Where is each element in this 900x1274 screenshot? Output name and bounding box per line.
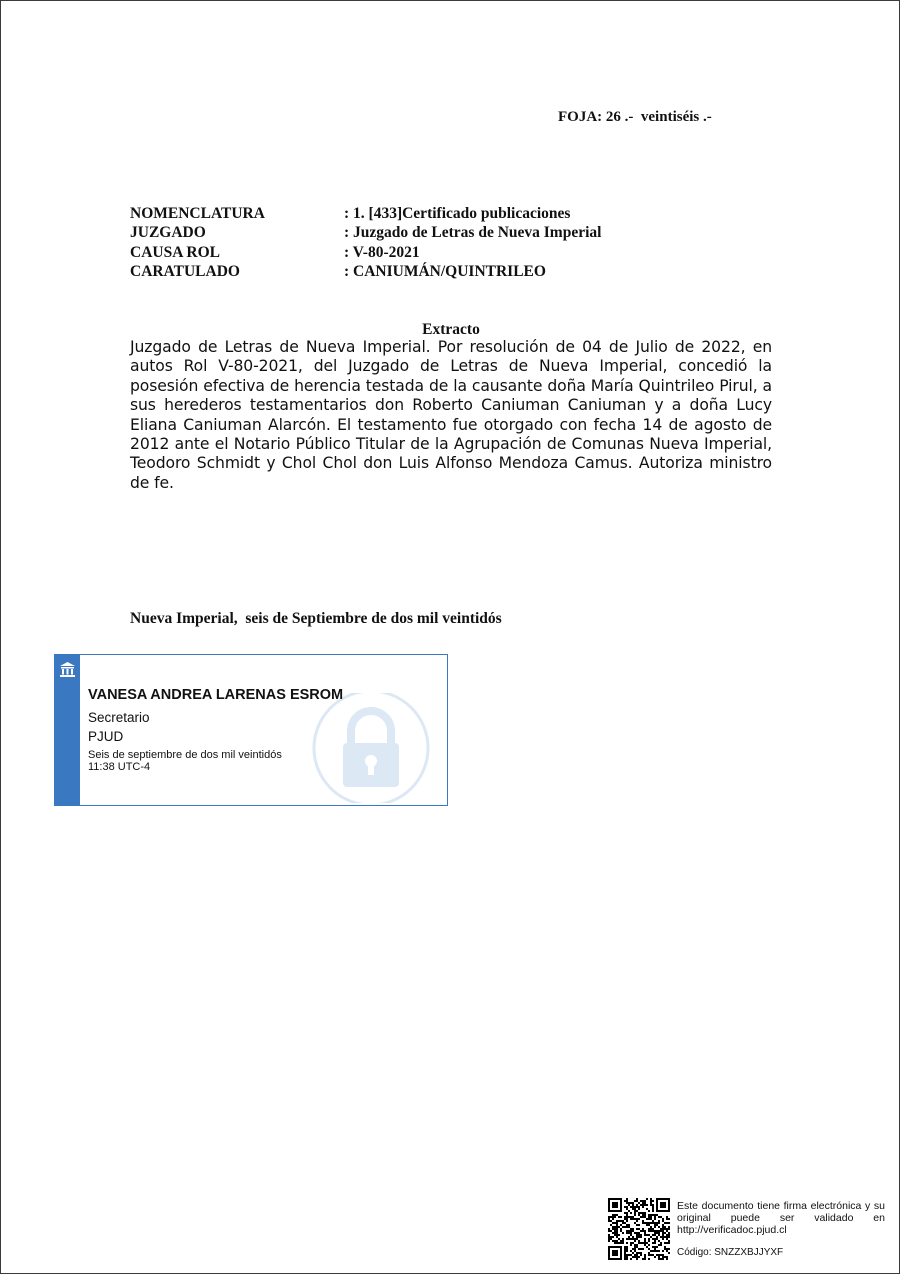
meta-label: CAUSA ROL <box>130 243 221 261</box>
meta-value: : V-80-2021 <box>344 243 420 261</box>
foja-header: FOJA: 26 .- veintiséis .- <box>558 109 712 125</box>
meta-value: : Juzgado de Letras de Nueva Imperial <box>344 224 602 242</box>
signer-role: Secretario <box>88 710 150 725</box>
meta-label: JUZGADO <box>130 224 206 242</box>
signature-time: 11:38 UTC-4 <box>88 761 151 773</box>
meta-label: CARATULADO <box>130 262 240 280</box>
meta-value: : CANIUMÁN/QUINTRILEO <box>344 262 546 280</box>
signer-org: PJUD <box>88 729 124 744</box>
place-date: Nueva Imperial, seis de Septiembre de dos mil veintidós <box>130 610 502 627</box>
signature-date: Seis de septiembre de dos mil veintidós <box>88 749 282 761</box>
qr-code-icon <box>608 1198 670 1260</box>
verification-code: Código: SNZZXBJJYXF <box>677 1247 784 1258</box>
extract-title: Extracto <box>422 321 480 338</box>
verification-notice: Este documento tiene firma electrónica y su original puede ser validado en http://verificadoc.pjud.cl <box>677 1200 885 1236</box>
meta-row-nomenclatura <box>130 205 601 224</box>
meta-row-juzgado <box>130 224 601 243</box>
signature-sidebar <box>55 655 80 805</box>
meta-label: NOMENCLATURA <box>130 205 265 222</box>
meta-row-caratulado <box>130 263 601 282</box>
lock-watermark-icon <box>311 693 431 803</box>
courthouse-icon <box>59 661 76 678</box>
extract-body: Juzgado de Letras de Nueva Imperial. Por resolución de 04 de Julio de 2022, en autos Rol V-80-2021, del Juzgado de Letras de Nueva Imperial, concedió la posesión efectiva de herencia testada de la causante doña María Quintrileo Pirul, a sus herederos testamentarios don Roberto Caniuman Caniuman y a doña Lucy Eliana Caniuman Alarcón. El testamento fue otorgado con fecha 14 de agosto de 2012 ante el Notario Público Titular de la Agrupación de Comunas Nueva Imperial, Teodoro Schmidt y Chol Chol don Luis Alfonso Mendoza Camus. Autoriza ministro de fe. <box>130 338 772 492</box>
meta-value: : 1. [433]Certificado publicaciones <box>344 205 571 222</box>
case-metadata <box>130 205 601 282</box>
meta-row-causa-rol <box>130 244 601 263</box>
signature-box <box>54 654 448 806</box>
signer-name: VANESA ANDREA LARENAS ESROM <box>88 687 344 703</box>
